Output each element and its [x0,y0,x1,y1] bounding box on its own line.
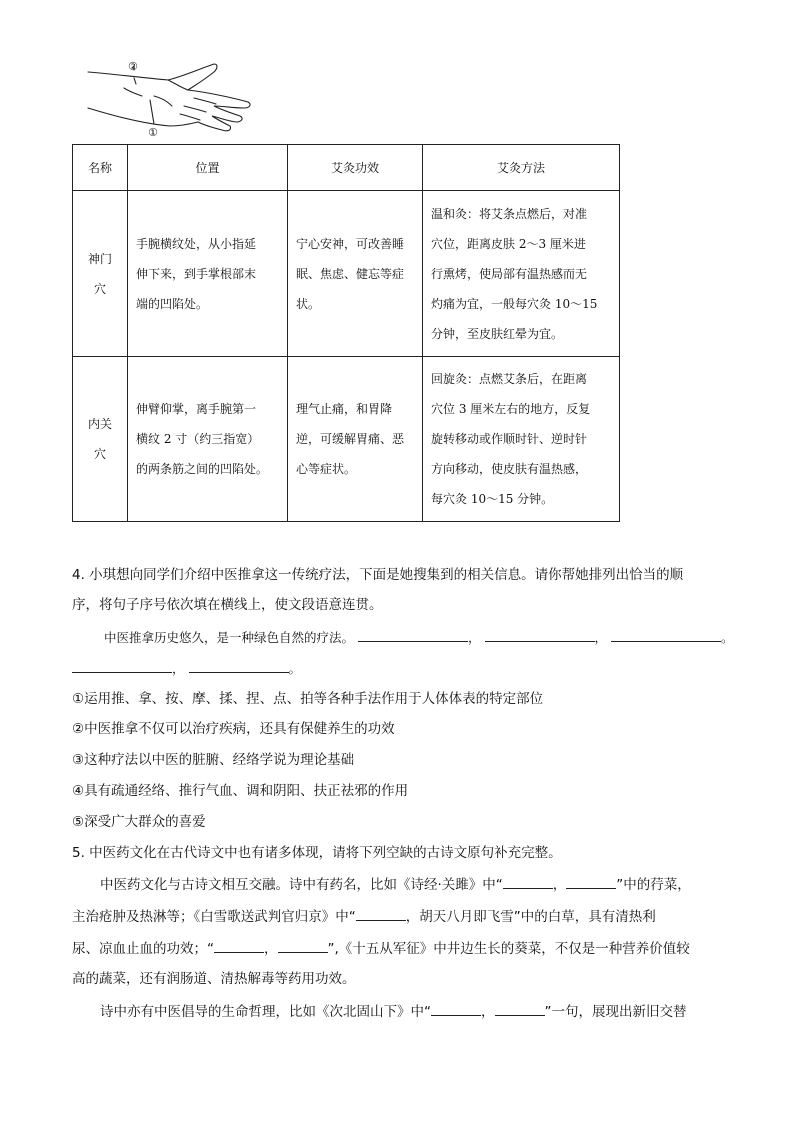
acupoint-name [73,191,128,357]
punct: ， [552,877,567,893]
text-line: 灼痛为宜，一般每穴灸 10～15 [431,296,598,311]
text-line: 穴位，距离皮肤 2～3 厘米进 [431,236,586,251]
poem-blank-1[interactable] [503,874,553,889]
text-line: 眠、焦虑、健忘等症 [296,266,405,281]
text-line: 逆，可缓解胃痛、恶 [296,432,405,446]
poem-blank-6[interactable] [431,1001,481,1016]
answer-blank-4[interactable] [72,658,172,673]
acupoint-method [423,357,620,522]
acupoint-position [128,191,288,357]
answer-blank-5[interactable] [189,658,289,673]
header-cell: 名称 [73,145,128,191]
q5-para1-line2 [72,906,656,927]
name-line: 穴 [93,447,106,461]
text-run: ”中的荇菜， [616,877,691,893]
text-line: 旋转移动或作顺时针、逆时针 [431,432,588,446]
text-line: 端的凹陷处。 [136,296,209,311]
text-line: 伸臂仰掌，离手腕第一 [136,402,257,416]
poem-blank-2[interactable] [566,874,616,889]
answer-blank-3[interactable] [611,627,721,642]
text-run: ”一句，展现出新旧交替 [544,1004,687,1020]
text-line: 宁心安神，可改善睡 [296,236,405,251]
text-line: 手腕横纹处，从小指延 [136,236,257,251]
acupoint-table [72,144,620,522]
punct: ， [172,661,185,676]
q4-option-1: ①运用推、拿、按、摩、揉、捏、点、拍等各种手法作用于人体体表的特定部位 [72,691,544,707]
poem-blank-3[interactable] [356,906,406,921]
text-line: 状。 [296,296,321,311]
table-row [73,357,620,522]
answer-blank-2[interactable] [485,627,595,642]
q4-option-4: ④具有疏通经络、推行气血、调和阴阳、扶正祛邪的作用 [72,783,409,799]
header-cell: 位置 [128,145,288,191]
hand-acupoint-figure [84,58,256,142]
name-line: 内关 [87,417,112,431]
text-line: 回旋灸：点燃艾条后，在距离 [431,372,588,386]
text-line: 心等症状。 [296,462,357,476]
text-line: 分钟，至皮肤红晕为宜。 [431,326,564,341]
name-line: 穴 [93,281,106,296]
q4-passage-start: 中医推拿历史悠久，是一种绿色自然的疗法。 [104,630,355,645]
answer-blank-1[interactable] [358,627,468,642]
q4-prompt-line2: 序，将句子序号依次填在横线上，使文段语意连贯。 [72,597,383,613]
text-run: ”,《十五从军征》中井边生长的葵菜，不仅是一种营养价值较 [327,941,690,957]
q4-option-5: ⑤深受广大群众的喜爱 [72,814,206,830]
acupoint-name [73,357,128,522]
name-line: 神门 [87,251,112,266]
acupoint-position [128,357,288,522]
header-cell: 艾灸方法 [423,145,620,191]
q4-passage-line1 [104,627,734,648]
q4-option-2: ②中医推拿不仅可以治疗疾病，还具有保健养生的功效 [72,721,395,737]
text-line: 横纹 2 寸（约三指宽） [136,432,260,446]
punct: 。 [721,630,734,645]
punct: ， [264,941,278,957]
text-run: 诗中亦有中医倡导的生命哲理，比如《次北固山下》中“ [100,1004,431,1020]
text-line: 理气止痛，和胃降 [296,402,393,416]
acupoint-effect [288,357,423,522]
poem-blank-5[interactable] [278,938,328,953]
text-run: 尿、凉血止血的功效；“ [72,941,214,957]
q5-para2-line1 [100,1001,687,1022]
punct: ， [594,630,608,645]
q5-para1-line1 [100,874,691,895]
q5-para1-line3 [72,938,690,959]
text-line: 温和灸：将艾条点燃后，对准 [431,206,588,221]
table-header-row [73,145,620,191]
text-line: 每穴灸 10～15 分钟。 [431,492,554,506]
punct: ， [481,1004,495,1020]
text-line: 方向移动，使皮肤有温热感， [431,462,588,476]
acupoint-effect [288,191,423,357]
text-line: 穴位 3 厘米左右的地方，反复 [431,402,591,416]
q5-prompt: 5. 中医药文化在古代诗文中也有诸多体现，请将下列空缺的古诗文原句补充完整。 [72,845,562,861]
text-run: 中医药文化与古诗文相互交融。诗中有药名，比如《诗经·关雎》中“ [100,877,503,893]
text-line: 的两条筋之间的凹陷处。 [136,462,269,476]
table-row [73,191,620,357]
q5-para1-line4: 高的蔬菜，还有润肠道、清热解毒等药用功效。 [72,971,356,987]
text-run: 主治疮肿及热淋等；《白雪歌送武判官归京》中“ [72,909,356,925]
poem-blank-7[interactable] [495,1001,545,1016]
marker-2: ② [128,60,138,73]
acupoint-method [423,191,620,357]
q4-passage-line2 [72,658,301,679]
hand-illustration [84,58,256,142]
poem-blank-4[interactable] [214,938,264,953]
header-cell: 艾灸功效 [288,145,423,191]
text-line: 伸下来，到手掌根部末 [136,266,257,281]
punct: 。 [288,661,302,676]
text-line: 行熏烤，使局部有温热感而无 [431,266,588,281]
text-run: ，胡天八月即飞雪”中的白草，具有清热利 [405,909,656,925]
q4-prompt-line1: 4. 小琪想向同学们介绍中医推拿这一传统疗法，下面是她搜集到的相关信息。请你帮她排列出恰当的顺 [72,567,684,583]
marker-1: ① [148,126,158,139]
q4-option-3: ③这种疗法以中医的脏腑、经络学说为理论基础 [72,752,355,768]
punct: ， [468,630,481,645]
